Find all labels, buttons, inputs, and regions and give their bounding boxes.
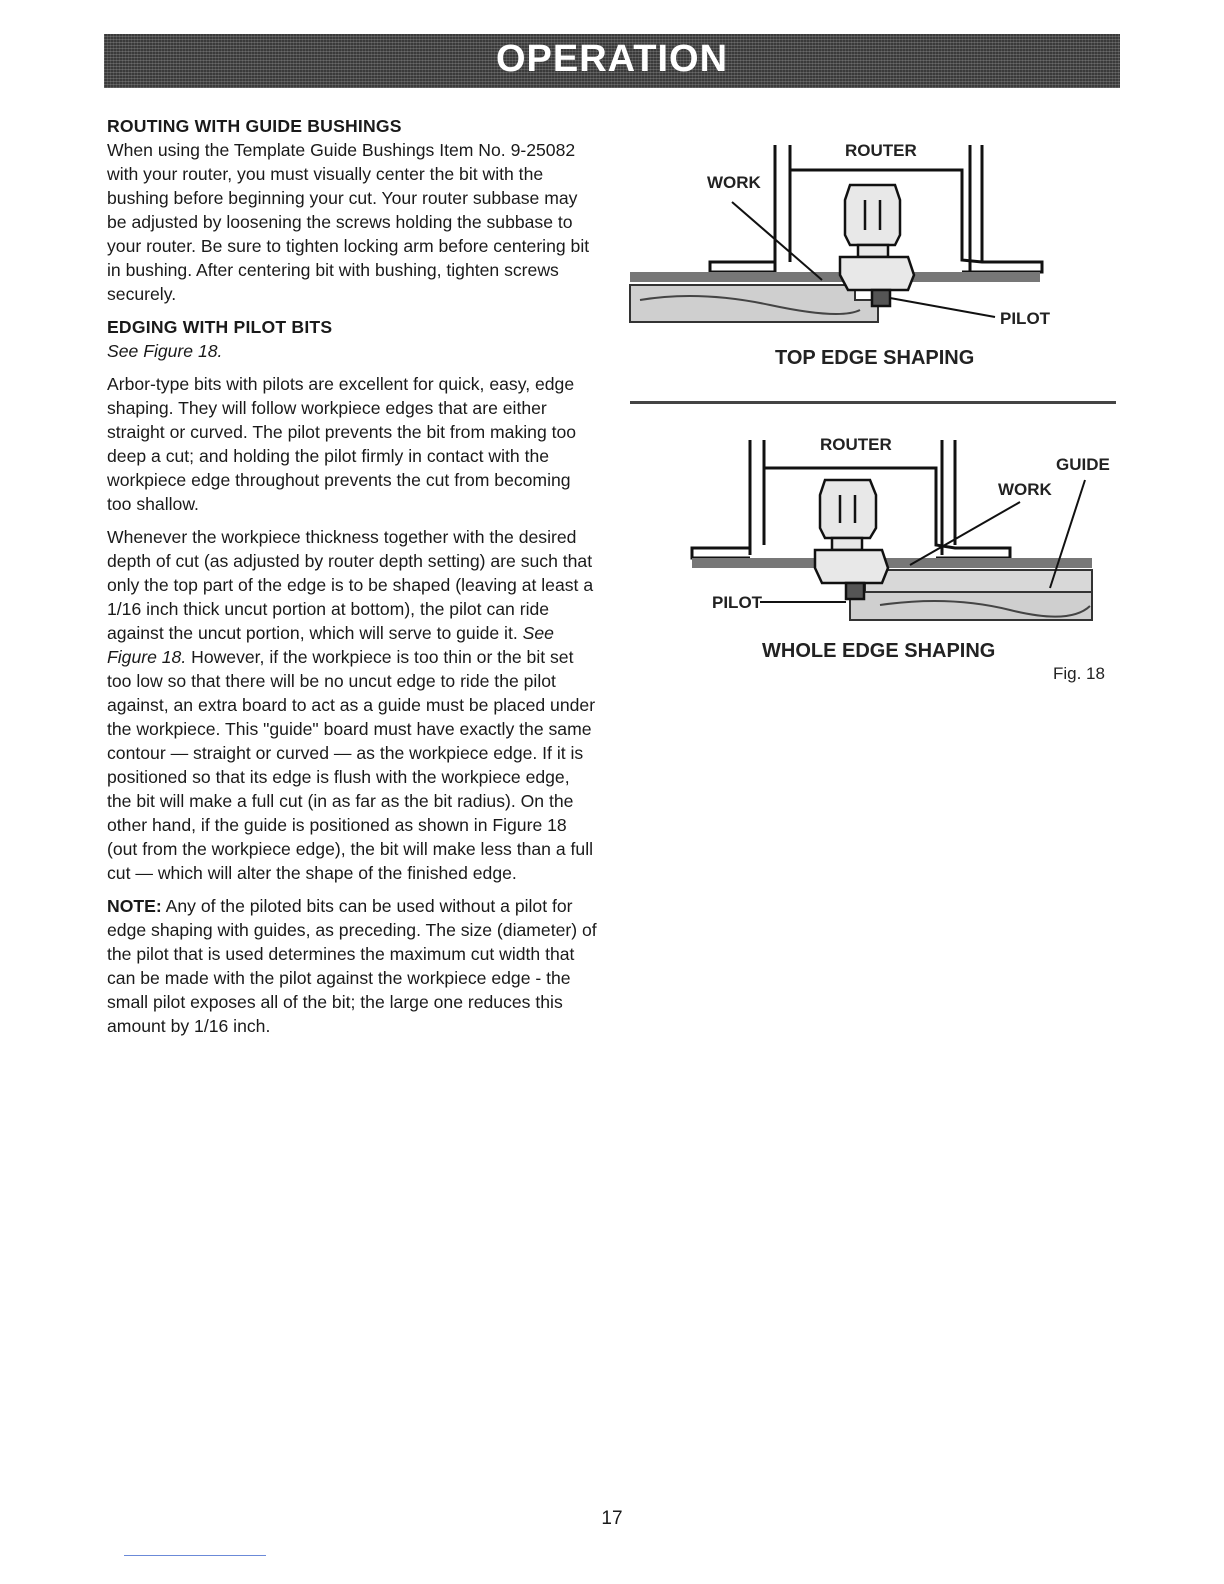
pilot-label: PILOT xyxy=(712,593,763,612)
workpiece xyxy=(630,285,878,322)
text-column xyxy=(107,114,597,1047)
figure-divider xyxy=(630,401,1116,404)
pilot-label: PILOT xyxy=(1000,309,1051,328)
paragraph-pilot-intro: Arbor-type bits with pilots are excellent for quick, easy, edge shaping. They will follow workpiece edges that are either straight or curved. The pilot prevents the bit from making too deep a cut; and holding the pilot firmly in contact with the workpiece edge throughout prevents the cut from becoming too shallow. xyxy=(107,374,577,514)
paragraph-pilot-guide-part2: However, if the workpiece is too thin or the bit set too low so that there will be no uncut edge to ride the pilot against, an extra board to act as a guide must be placed under the workpiece. This "guide" board must have exactly the same contour — straight or curved — as the workpiece edge. If it is positioned so that its edge is flush with the workpiece edge, the bit will make a full cut (in as far as the bit radius). On the other hand, if the guide is positioned as shown in Figure 18 (out from the workpiece edge), the bit will make less than a full cut — which will alter the shape of the finished edge. xyxy=(107,647,596,883)
router-label: ROUTER xyxy=(820,435,892,454)
workpiece xyxy=(865,570,1092,592)
footer-rule xyxy=(124,1555,266,1556)
guide-label: GUIDE xyxy=(1056,455,1110,474)
work-label: WORK xyxy=(998,480,1052,499)
top-edge-caption: TOP EDGE SHAPING xyxy=(775,347,975,369)
note-paragraph xyxy=(107,894,597,1038)
work-leader-line xyxy=(732,202,822,280)
paragraph-pilot-guide xyxy=(107,525,597,885)
note-label: NOTE: xyxy=(107,896,162,916)
work-leader-line xyxy=(910,502,1020,565)
section-banner xyxy=(104,34,1120,88)
work-label: WORK xyxy=(707,173,761,192)
pilot-leader-line xyxy=(890,298,995,317)
figure-number: Fig. 18 xyxy=(1053,664,1105,683)
section-title: OPERATION xyxy=(495,38,729,80)
subbase-plate xyxy=(630,272,1040,282)
figure-reference: See Figure 18. xyxy=(107,341,223,361)
router-label: ROUTER xyxy=(845,141,917,160)
whole-edge-caption: WHOLE EDGE SHAPING xyxy=(762,640,996,662)
whole-edge-shaping-figure xyxy=(610,420,1130,690)
subbase-plate xyxy=(692,558,1092,568)
page-number: 17 xyxy=(601,1508,623,1529)
router-bit xyxy=(815,480,888,599)
note-text: Any of the piloted bits can be used without a pilot for edge shaping with guides, as preceding. The size (diameter) of the pilot that is used determines the maximum cut width that can be made with the pilot against the workpiece edge - the small pilot exposes all of the bit; the large one reduces this amount by 1/16 inch. xyxy=(107,896,597,1036)
heading-guide-bushings: ROUTING WITH GUIDE BUSHINGS xyxy=(107,116,402,136)
router-bit xyxy=(840,185,914,306)
paragraph-pilot-guide-part1: Whenever the workpiece thickness together with the desired depth of cut (as adjusted by router depth setting) are such that only the top part of the edge is to be shaped (leaving at least a 1/16 inch thick uncut portion at bottom), the pilot can ride against the uncut portion, which will serve to guide it. xyxy=(107,527,594,643)
heading-pilot-bits: EDGING WITH PILOT BITS xyxy=(107,317,333,337)
inline-figure-reference: See Figure 18. xyxy=(107,623,554,667)
paragraph-guide-bushings: When using the Template Guide Bushings Item No. 9-25082 with your router, you must visually center the bit with the bushing before beginning your cut. Your router subbase may be adjusted by loosening the screws holding the subbase to your router. Be sure to tighten locking arm before centering bit in bushing. After centering bit with bushing, tighten screws securely. xyxy=(107,140,590,304)
top-edge-shaping-figure xyxy=(610,130,1130,380)
